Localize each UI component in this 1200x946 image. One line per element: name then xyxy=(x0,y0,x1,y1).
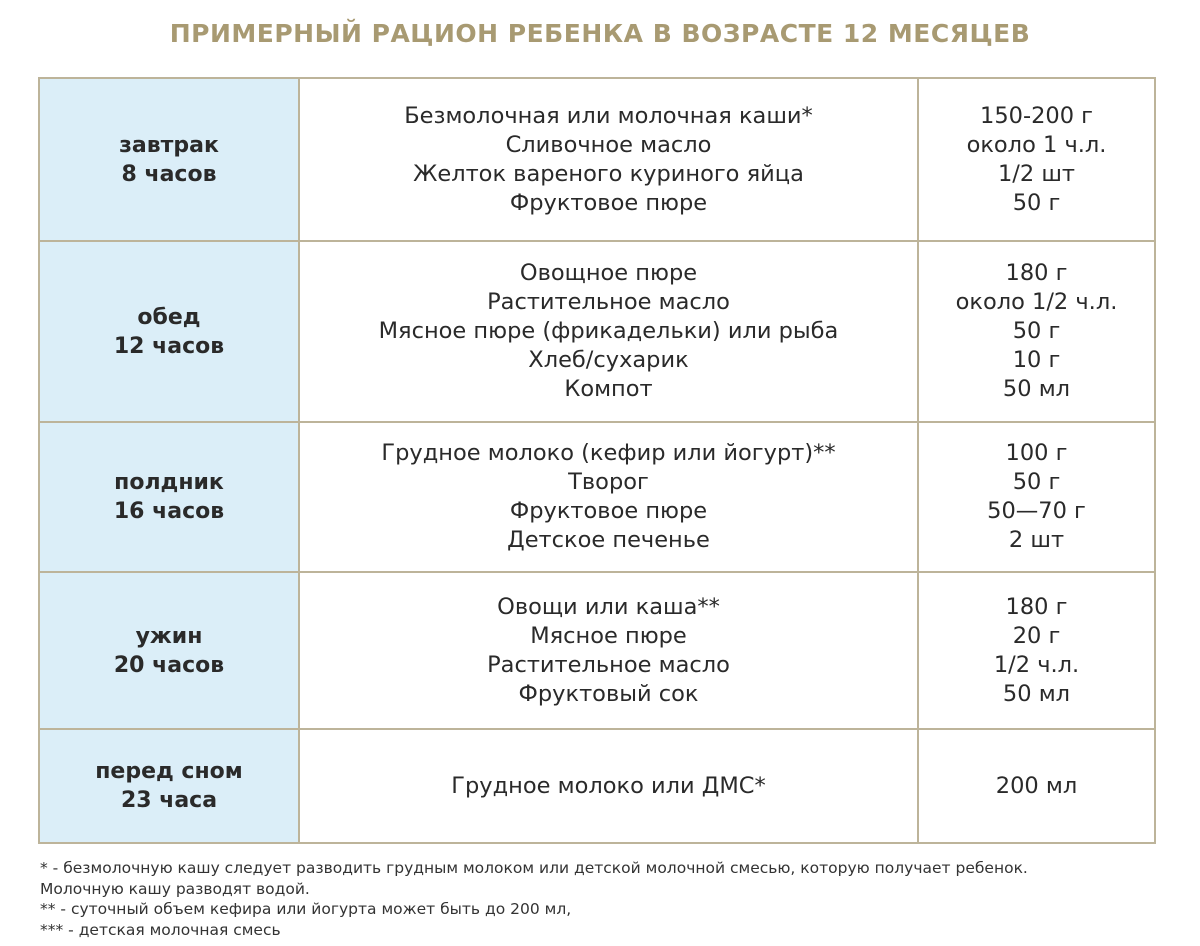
amount-item: 100 г xyxy=(1005,440,1068,466)
food-item: Желток вареного куриного яйца xyxy=(413,160,804,187)
meal-time: 23 часа xyxy=(120,788,218,813)
food-item: Грудное молоко или ДМС* xyxy=(451,772,766,799)
meal-name: обед xyxy=(137,304,201,330)
food-item: Фруктовое пюре xyxy=(509,189,708,216)
food-item: Хлеб/сухарик xyxy=(528,347,689,373)
meal-cell xyxy=(39,78,299,241)
food-item: Мясное пюре xyxy=(530,622,687,649)
food-item: Овощи или каша** xyxy=(497,593,720,620)
footnotes xyxy=(40,858,1180,940)
amount-item: 180 г xyxy=(1005,593,1068,620)
amount-item: 20 г xyxy=(1012,622,1061,649)
amount-cell xyxy=(918,422,1155,572)
meal-time: 20 часов xyxy=(113,652,225,678)
food-item: Фруктовый сок xyxy=(518,680,699,707)
table-row-lunch xyxy=(39,241,1155,422)
food-item: Безмолочная или молочная каши* xyxy=(404,102,813,129)
food-cell xyxy=(299,572,918,729)
table-row-dinner xyxy=(39,572,1155,729)
amount-cell xyxy=(918,78,1155,241)
food-item: Мясное пюре (фрикадельки) или рыба xyxy=(378,318,839,344)
food-cell xyxy=(299,729,918,843)
amount-item: 1/2 шт xyxy=(997,160,1076,187)
amount-item: 150-200 г xyxy=(980,102,1093,129)
amount-item: 2 шт xyxy=(1008,527,1065,553)
meal-name: ужин xyxy=(135,623,203,649)
meal-time: 8 часов xyxy=(121,161,217,187)
food-item: Грудное молоко (кефир или йогурт)** xyxy=(381,440,836,466)
meal-name: полдник xyxy=(114,470,224,495)
footnote: ** - суточный объем кефира или йогурта может быть до 200 мл, xyxy=(40,900,572,918)
amount-item: 10 г xyxy=(1012,347,1061,373)
food-item: Растительное масло xyxy=(487,289,730,315)
meal-cell xyxy=(39,422,299,572)
table-row-breakfast xyxy=(39,78,1155,241)
amount-item: 50 г xyxy=(1012,469,1061,495)
amount-item: 50 мл xyxy=(1002,680,1071,707)
amount-cell xyxy=(918,572,1155,729)
meal-cell xyxy=(39,572,299,729)
meal-name: завтрак xyxy=(119,132,219,158)
amount-item: 1/2 ч.л. xyxy=(993,651,1080,678)
meal-time: 16 часов xyxy=(113,499,225,524)
amount-cell xyxy=(918,241,1155,422)
table-row-snack xyxy=(39,422,1155,572)
food-cell xyxy=(299,78,918,241)
meal-cell xyxy=(39,241,299,422)
amount-item: 50 г xyxy=(1012,318,1061,344)
amount-item: около 1 ч.л. xyxy=(966,131,1107,158)
footnote: * - безмолочную кашу следует разводить грудным молоком или детской молочной смесью, которую получает ребенок. xyxy=(40,859,1028,877)
food-item: Сливочное масло xyxy=(505,131,712,158)
amount-item: около 1/2 ч.л. xyxy=(955,289,1118,315)
amount-item: 180 г xyxy=(1005,260,1068,286)
ration-table xyxy=(38,77,1156,844)
amount-cell xyxy=(918,729,1155,843)
meal-cell xyxy=(39,729,299,843)
footnote: Молочную кашу разводят водой. xyxy=(40,879,310,898)
page-title: ПРИМЕРНЫЙ РАЦИОН РЕБЕНКА В ВОЗРАСТЕ 12 МЕСЯЦЕВ xyxy=(169,19,1031,48)
food-item: Компот xyxy=(564,376,653,402)
meal-name: перед сном xyxy=(95,759,243,784)
food-item: Овощное пюре xyxy=(519,260,698,286)
food-item: Творог xyxy=(568,469,649,495)
amount-item: 50 г xyxy=(1012,189,1061,216)
meal-time: 12 часов xyxy=(113,333,225,359)
food-cell xyxy=(299,422,918,572)
food-item: Детское печенье xyxy=(507,527,710,553)
footnote: *** - детская молочная смесь xyxy=(40,920,281,939)
amount-item: 50—70 г xyxy=(987,498,1086,524)
food-item: Растительное масло xyxy=(487,651,730,678)
food-cell xyxy=(299,241,918,422)
amount-item: 200 мл xyxy=(995,772,1078,799)
amount-item: 50 мл xyxy=(1002,376,1071,402)
food-item: Фруктовое пюре xyxy=(509,498,708,524)
table-row-before-sleep xyxy=(39,729,1155,843)
